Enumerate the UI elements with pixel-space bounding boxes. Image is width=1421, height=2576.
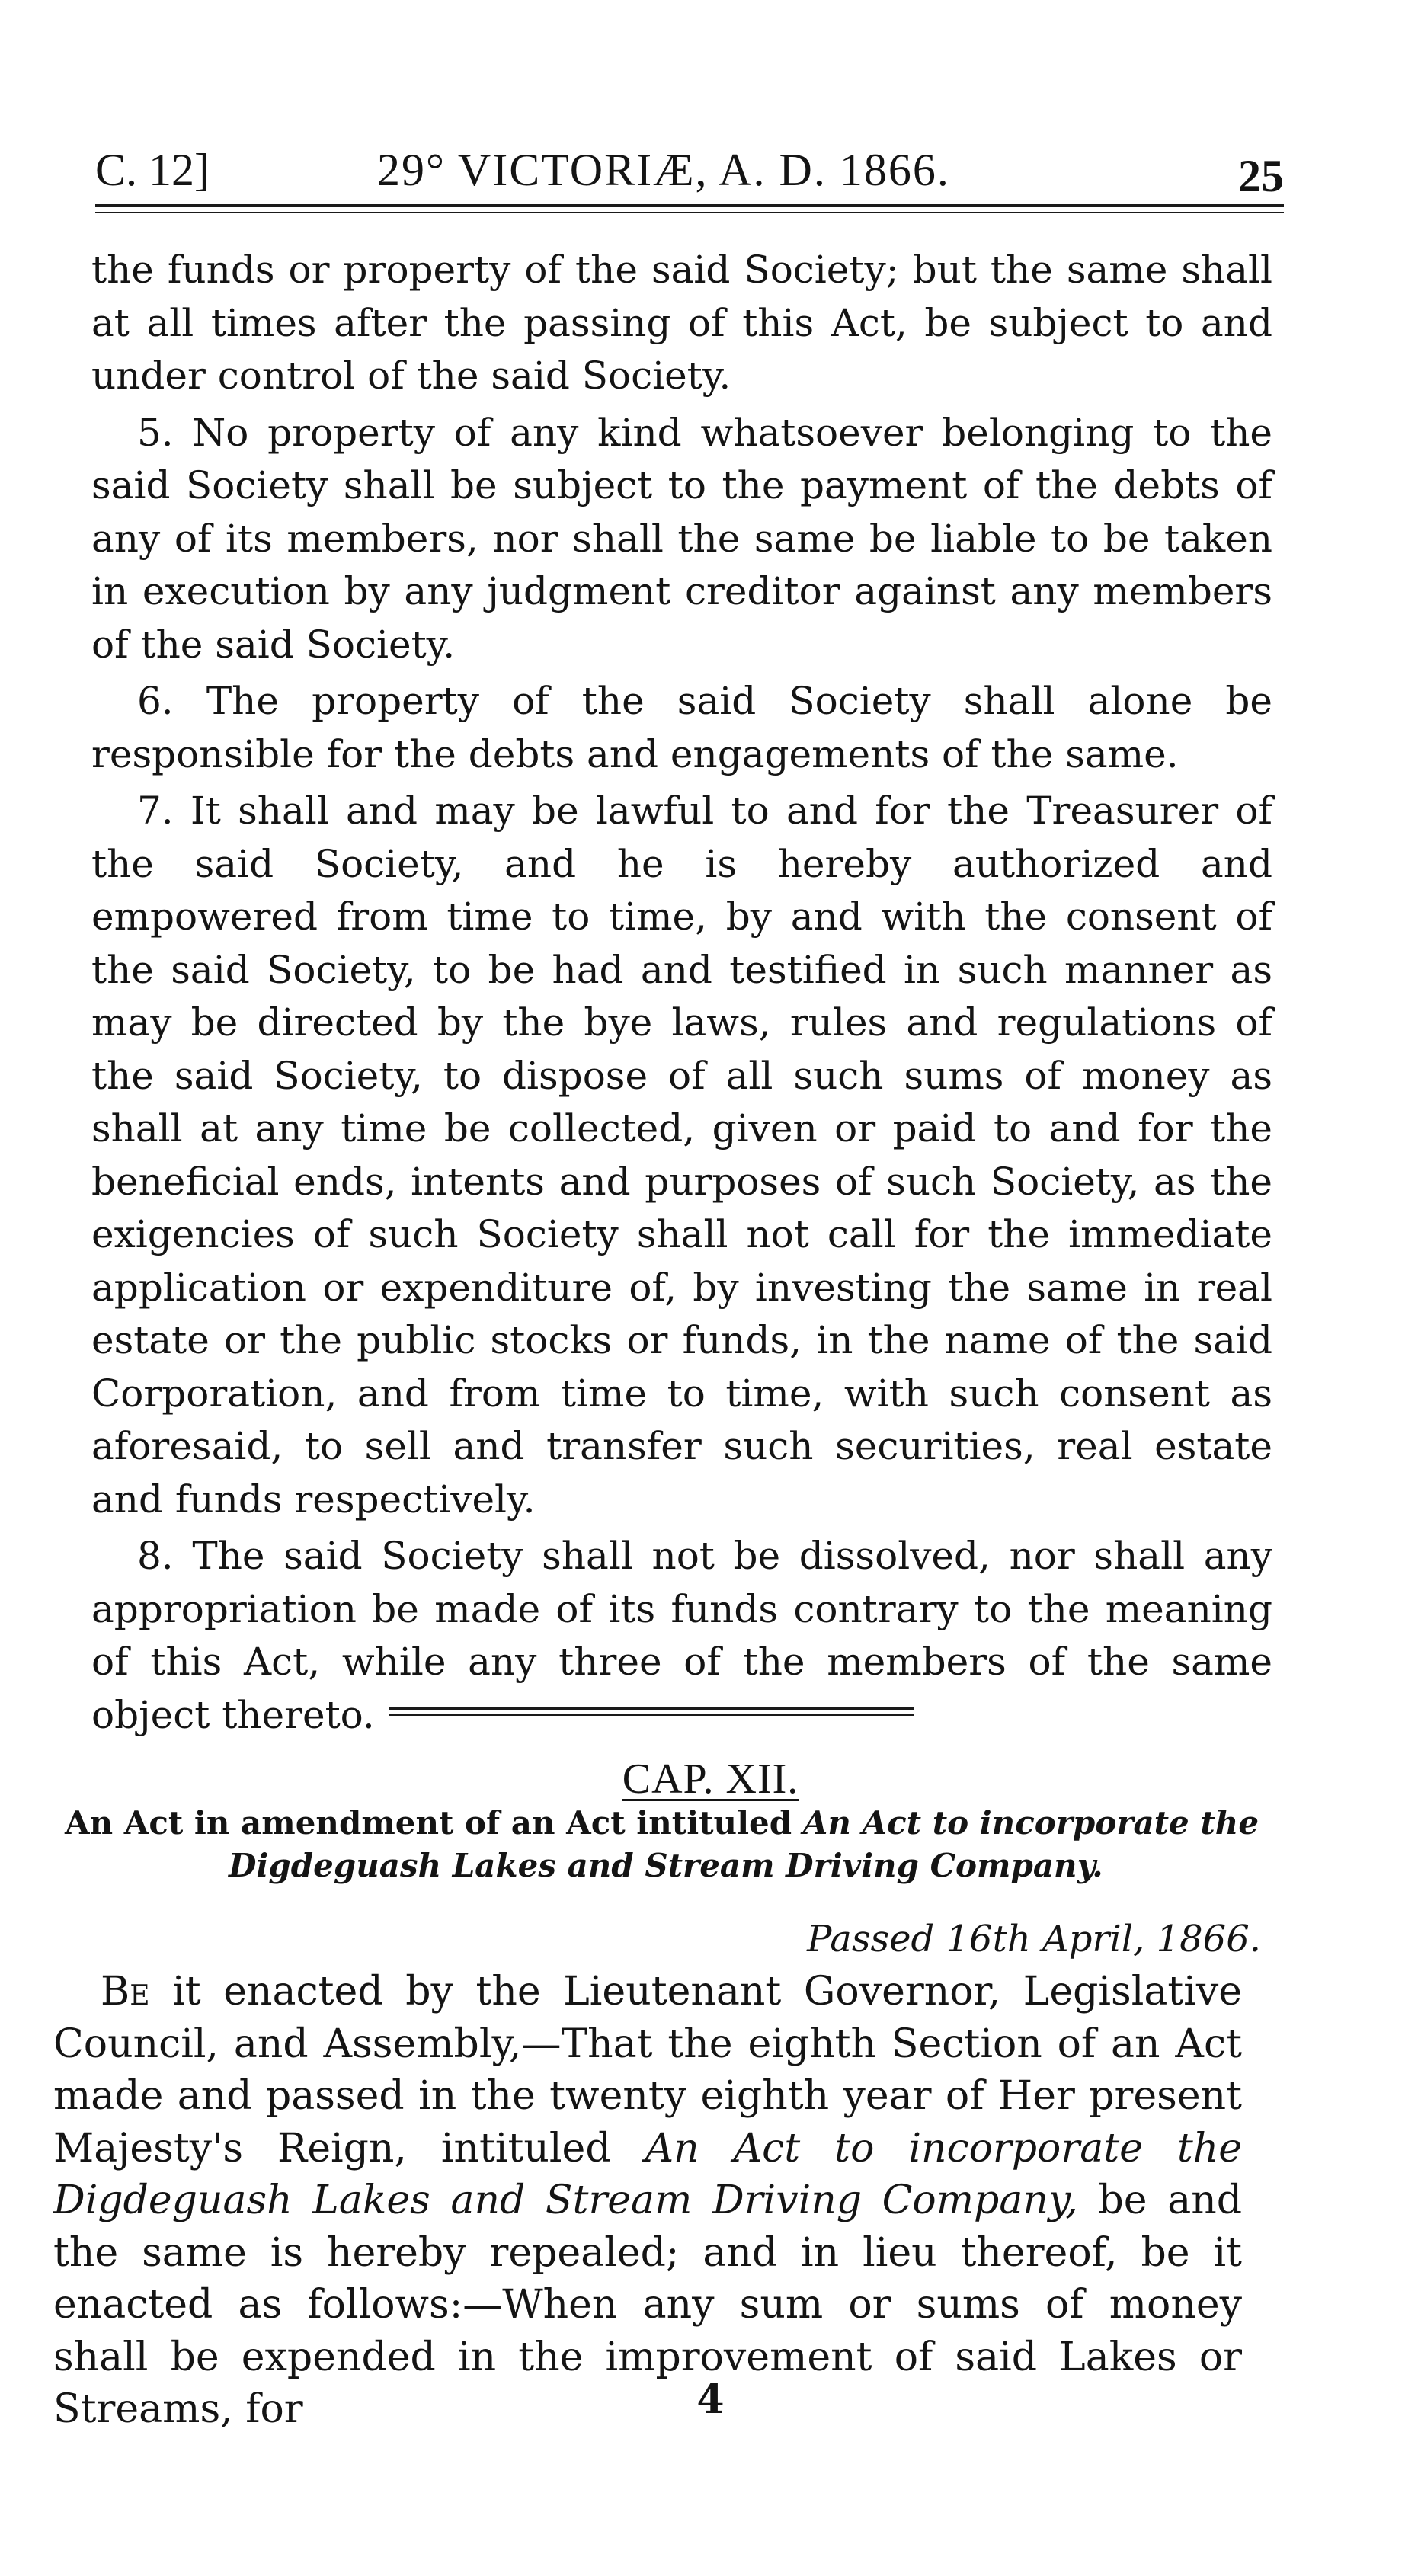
page-number: 25 [1238,151,1284,201]
chapter-heading [0,1752,1421,1806]
running-header [95,136,1284,204]
running-title: 29° VICTORIÆ, A. D. 1866. [377,145,950,195]
section-8: 8. The said Society shall not be dissolved, nor shall any appropriation be made of its funds contrary to the meaning of this Act, while any three of the members of the same object thereto. [91,1534,1272,1737]
chapter-reference: C. 12] [95,145,210,195]
section-5: 5. No property of any kind whatsoever belonging to the said Society shall be subject to the payment of the debts of any of its members, nor shall the same be liable to be taken in execution by any judgment creditor against any members of the said Society. [91,410,1272,667]
enacting-clause [53,1966,1242,2436]
enact-text: it enacted by the Lieutenant Governor, Legislative Council, and Assembly,—That the eighth Section of an Act made and passed in the twenty eighth year of Her present Majesty's Reign, intituled [53,1969,1243,2171]
header-rule-top [95,204,1284,207]
section-6: 6. The property of the said Society shall alone be responsible for the debts and engagements of the same. [91,679,1272,776]
act-title-plain: An Act in amendment of an Act intituled [65,1804,792,1842]
passed-date: Passed 16th April, 1866. [807,1918,1261,1960]
act-title-italic-part-1: An Act to incorporate the [802,1804,1259,1842]
enact-italic-title: An Act to incorporate the Digdeguash Lakes and Stream Driving Company, [53,2125,1243,2223]
enact-rest: be and the same is hereby repealed; and in lieu thereof, be it enacted as follows:—When any sum or sums of money shall be expended in the improvement of said Lakes or Streams, for [53,2178,1243,2432]
signature-mark: 4 [696,2376,725,2423]
act-title [65,1802,1272,1887]
act-body [91,244,1272,1746]
header-rule-bottom [95,212,1284,213]
act-title-line-1 [65,1802,1272,1845]
act-title-italic-part-2: Digdeguash Lakes and Stream Driving Company. [229,1847,1103,1884]
chapter-title: CAP. XII. [622,1755,799,1803]
section-divider-top [389,1707,914,1710]
continued-paragraph: the funds or property of the said Society; but the same shall at all times after the passing of this Act, be subject to and under control of the said Society. [91,248,1272,398]
section-divider-bottom [389,1714,914,1716]
section-7: 7. It shall and may be lawful to and for the Treasurer of the said Society, and he is hereby authorized and empowered from time to time, by and with the consent of the said Society, to be had and testified in such manner as may be directed by the bye laws, rules and regulations of the said Society, to dispose of all such sums of money as shall at any time be collected, given or paid to and for the beneficial ends, intents and purposes of such Society, as the exigencies of such Society shall not call for the immediate application or expenditure of, by investing the same in real estate or the public stocks or funds, in the name of the said Corporation, and from time to time, with such consent as aforesaid, to sell and transfer such securities, real estate and funds respectively. [91,789,1272,1522]
enact-first-word: Be [101,1969,150,2014]
